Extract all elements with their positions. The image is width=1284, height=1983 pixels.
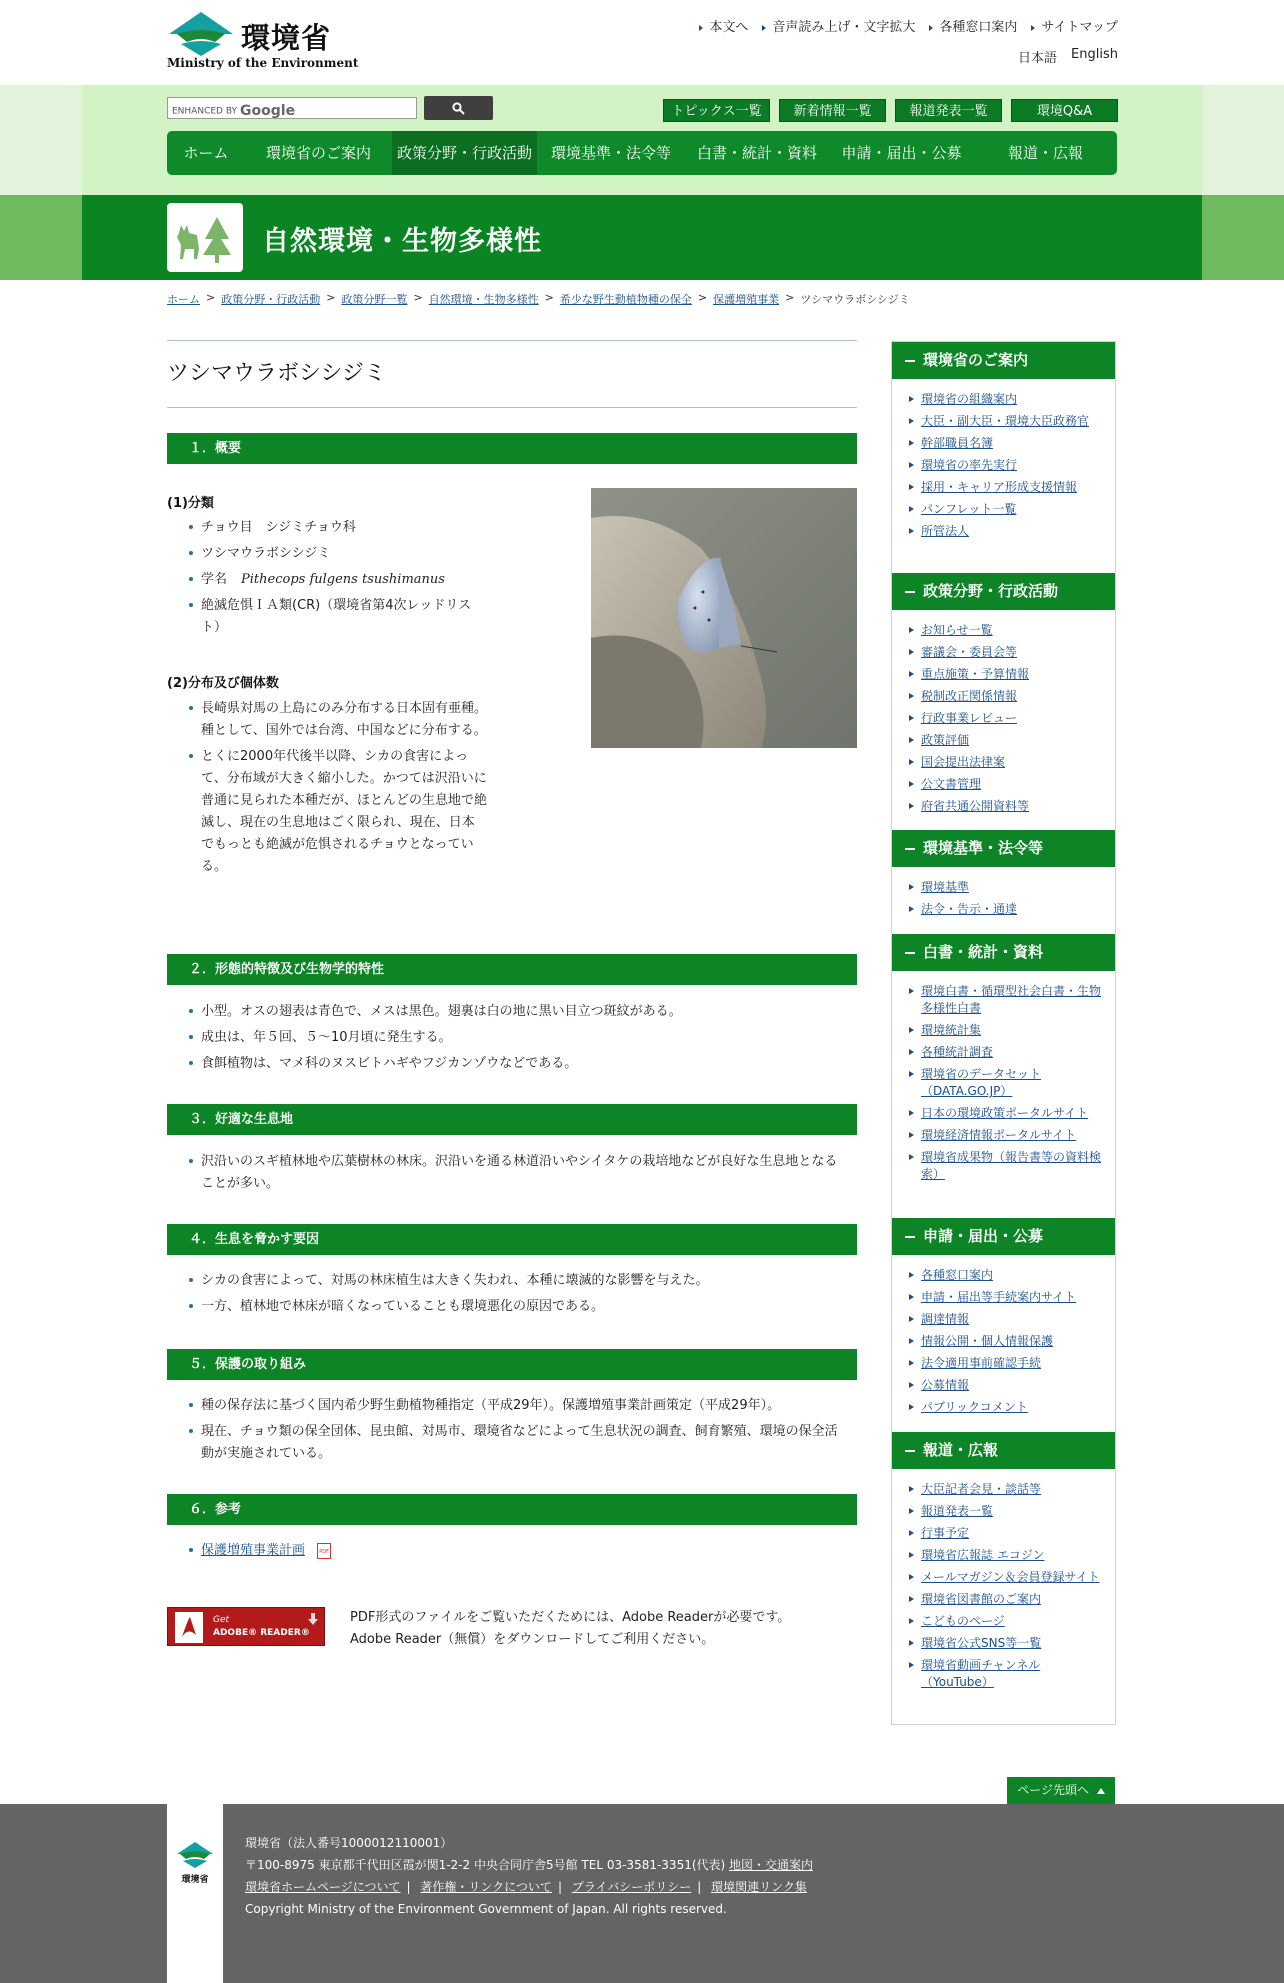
sidebar-heading-about: 環境省のご案内 bbox=[892, 342, 1115, 379]
breadcrumb-rare-species[interactable]: 希少な野生動植物種の保全 bbox=[559, 293, 692, 306]
subheading-distribution: (2)分布及び個体数 bbox=[167, 676, 279, 691]
utility-link-contacts[interactable]: 各種窓口案内 bbox=[929, 16, 1017, 35]
sidebar-item bbox=[905, 1333, 1105, 1350]
language-switch bbox=[1018, 47, 1118, 66]
sidebar-link[interactable]: 環境経済情報ポータルサイト bbox=[921, 1128, 1077, 1142]
ministry-logo-icon bbox=[167, 8, 235, 58]
subheading-classification: (1)分類 bbox=[167, 496, 214, 511]
dash-icon bbox=[905, 591, 915, 593]
dash-icon bbox=[905, 848, 915, 850]
breadcrumb-home[interactable]: ホーム bbox=[167, 293, 200, 306]
lang-japanese[interactable]: 日本語 bbox=[1018, 51, 1058, 66]
footer-copyright: Copyright Ministry of the Environment Government of Japan. All rights reserved. bbox=[245, 1902, 727, 1916]
sidebar-item bbox=[905, 710, 1105, 727]
sidebar-link[interactable]: 環境省図書館のご案内 bbox=[921, 1592, 1042, 1606]
sidebar-item bbox=[905, 435, 1105, 452]
list-item: 種の保存法に基づく国内希少野生動植物種指定（平成29年）。保護増殖事業計画策定（平成29年）。 bbox=[187, 1395, 847, 1417]
sidebar-item bbox=[905, 1149, 1105, 1183]
butterfly-photo bbox=[591, 488, 857, 748]
list-item: 小型。オスの翅表は青色で、メスは黒色。翅裏は白の地に黒い目立つ斑紋がある。 bbox=[187, 1001, 847, 1023]
sidebar-link[interactable]: 公文書管理 bbox=[921, 777, 982, 791]
sidebar-link[interactable]: 国会提出法律案 bbox=[921, 755, 1006, 769]
nav-policy[interactable]: 政策分野・行政活動 bbox=[392, 131, 537, 175]
sidebar-item bbox=[905, 1066, 1105, 1100]
global-nav bbox=[167, 131, 1117, 175]
section-heading-threats: ４．生息を脅かす要因 bbox=[167, 1224, 857, 1255]
sidebar-link[interactable]: 府省共通公開資料等 bbox=[921, 799, 1030, 813]
sidebar-link[interactable]: 法令・告示・通達 bbox=[921, 902, 1018, 916]
quick-links bbox=[663, 99, 1118, 122]
sidebar-item bbox=[905, 901, 1105, 918]
footer-map-link[interactable]: 地図・交通案内 bbox=[729, 1858, 814, 1872]
section-heading-habitat: ３．好適な生息地 bbox=[167, 1104, 857, 1135]
sidebar-link[interactable]: こどものページ bbox=[921, 1614, 1005, 1628]
sidebar-heading-applications: 申請・届出・公募 bbox=[892, 1218, 1115, 1255]
sidebar-item bbox=[905, 1377, 1105, 1394]
sidebar-item bbox=[905, 501, 1105, 518]
sidebar-item bbox=[905, 1591, 1105, 1608]
sidebar-item bbox=[905, 1613, 1105, 1630]
sidebar-link[interactable]: 環境省のデータセット（DATA.GO.JP） bbox=[921, 1067, 1042, 1098]
sidebar-item bbox=[905, 1127, 1105, 1144]
sidebar-list-standards bbox=[905, 879, 1105, 923]
nav-applications[interactable]: 申請・届出・公募 bbox=[841, 144, 962, 162]
sidebar-link[interactable]: 情報公開・個人情報保護 bbox=[921, 1334, 1054, 1348]
footer-address: 〒100-8975 東京都千代田区霞が関1-2-2 中央合同庁舎5号館 TEL 03-3581-3351(代表) 地図・交通案内 bbox=[245, 1858, 814, 1872]
section-heading-references: ６．参考 bbox=[167, 1494, 857, 1525]
sidebar-list-about bbox=[905, 391, 1105, 545]
sidebar-item bbox=[905, 1105, 1105, 1122]
quick-news-button[interactable]: 新着情報一覧 bbox=[779, 99, 886, 122]
list-item: シカの食害によって、対馬の林床植生は大きく失われ、本種に壊滅的な影響を与えた。 bbox=[187, 1270, 847, 1292]
sidebar-item bbox=[905, 1635, 1105, 1652]
sidebar-link[interactable]: 環境白書・循環型社会白書・生物多様性白書 bbox=[921, 984, 1102, 1015]
list-item: 現在、チョウ類の保全団体、昆虫館、対馬市、環境省などによって生息状況の調査、飼育繁殖、環境の保全活動が実施されている。 bbox=[187, 1421, 847, 1465]
search-icon bbox=[452, 102, 465, 115]
sidebar-item bbox=[905, 688, 1105, 705]
sidebar-link[interactable]: 環境基準 bbox=[921, 880, 970, 894]
adobe-logo-icon bbox=[172, 1609, 206, 1646]
sidebar-item bbox=[905, 1547, 1105, 1564]
sidebar-link[interactable]: 重点施策・予算情報 bbox=[921, 667, 1030, 681]
breadcrumb-nature[interactable]: 自然環境・生物多様性 bbox=[428, 293, 539, 306]
quick-topics-button[interactable]: トピックス一覧 bbox=[663, 99, 770, 122]
category-title: 自然環境・生物多様性 bbox=[262, 226, 542, 257]
list-item: 絶滅危惧ＩＡ類(CR)（環境省第4次レッドリスト） bbox=[187, 595, 487, 639]
sidebar-item bbox=[905, 776, 1105, 793]
quick-press-button[interactable]: 報道発表一覧 bbox=[895, 99, 1002, 122]
sidebar-item bbox=[905, 1399, 1105, 1416]
dash-icon bbox=[905, 1236, 915, 1238]
download-arrow-icon bbox=[308, 1613, 318, 1625]
sidebar-link[interactable]: 税制改正関係情報 bbox=[921, 689, 1018, 703]
classification-list bbox=[187, 517, 487, 643]
sidebar-link[interactable]: 行事予定 bbox=[921, 1526, 970, 1540]
sidebar-list-whitepaper bbox=[905, 983, 1105, 1188]
habitat-list bbox=[187, 1151, 847, 1199]
sidebar-item bbox=[905, 1525, 1105, 1542]
sidebar-item bbox=[905, 1503, 1105, 1520]
references-list bbox=[187, 1540, 847, 1566]
category-band-inner bbox=[82, 195, 1202, 280]
sidebar-item bbox=[905, 1569, 1105, 1586]
utility-link-accessibility[interactable]: 音声読み上げ・文字拡大 bbox=[762, 16, 915, 35]
list-item: とくに2000年代後半以降、シカの食害によって、分布域が大きく縮小した。かつては沢沿いに普通に見られた本種だが、ほとんどの生息地で絶滅し、現在の生息地はごく限られ、現在、日本でもっとも絶滅が危惧されるチョウとなっている。 bbox=[187, 746, 487, 878]
sidebar-link[interactable]: 環境省の率先実行 bbox=[921, 458, 1018, 472]
sidebar-link[interactable]: 環境省広報誌 エコジン bbox=[921, 1548, 1045, 1562]
footer-logo: 環境省 bbox=[167, 1804, 223, 1983]
dash-icon bbox=[905, 1450, 915, 1452]
arrow-right-icon bbox=[929, 25, 933, 31]
page-top-button[interactable]: ページ先頭へ bbox=[1007, 1777, 1115, 1804]
arrow-right-icon bbox=[1031, 25, 1035, 31]
sidebar-link[interactable]: 環境省動画チャンネル（YouTube） bbox=[921, 1658, 1041, 1689]
sidebar-link[interactable]: 環境省成果物（報告書等の資料検索） bbox=[921, 1150, 1102, 1181]
utility-link-skip[interactable]: 本文へ bbox=[699, 16, 748, 35]
footer-links: 環境省ホームページについて | 著作権・リンクについて | プライバシーポリシー | 環境関連リンク集 bbox=[245, 1880, 807, 1894]
list-item: 沢沿いのスギ植林地や広葉樹林の林床。沢沿いを通る林道沿いやシイタケの栽培地などが良好な生息地となることが多い。 bbox=[187, 1151, 847, 1195]
utility-link-sitemap[interactable]: サイトマップ bbox=[1031, 16, 1118, 35]
breadcrumb-current: ツシマウラボシシジミ bbox=[800, 293, 910, 306]
sidebar-item bbox=[905, 622, 1105, 639]
sidebar-item bbox=[905, 732, 1105, 749]
sidebar-item bbox=[905, 644, 1105, 661]
list-item: ツシマウラボシシジミ bbox=[187, 543, 487, 565]
dash-icon bbox=[905, 952, 915, 954]
section-heading-conservation: ５．保護の取り組み bbox=[167, 1349, 857, 1380]
sidebar-link[interactable]: 審議会・委員会等 bbox=[921, 645, 1018, 659]
page-title: ツシマウラボシシジミ bbox=[167, 340, 857, 408]
site-logo[interactable] bbox=[167, 8, 359, 74]
sidebar-link[interactable]: 各種統計調査 bbox=[921, 1045, 994, 1059]
sidebar-link[interactable]: 行政事業レビュー bbox=[921, 711, 1018, 725]
sidebar-link[interactable]: 所管法人 bbox=[921, 524, 970, 538]
sidebar-link[interactable]: メールマガジン＆会員登録サイト bbox=[921, 1570, 1100, 1584]
sidebar-item bbox=[905, 1044, 1105, 1061]
list-item: 食餌植物は、マメ科のヌスビトハギやフジカンゾウなどである。 bbox=[187, 1053, 847, 1075]
conservation-plan-link[interactable]: 保護増殖事業計画 bbox=[201, 1543, 306, 1558]
list-item: チョウ目 シジミチョウ科 bbox=[187, 517, 487, 539]
footer-text bbox=[245, 1832, 813, 1920]
breadcrumb-policy[interactable]: 政策分野・行政活動 bbox=[221, 293, 321, 306]
sidebar-link[interactable]: 採用・キャリア形成支援情報 bbox=[921, 480, 1078, 494]
conservation-list bbox=[187, 1395, 847, 1469]
nav-about[interactable]: 環境省のご案内 bbox=[265, 144, 371, 162]
list-item: 長崎県対馬の上島にのみ分布する日本固有亜種。種として、国外では台湾、中国などに分布する。 bbox=[187, 698, 487, 742]
sidebar-link[interactable]: パブリックコメント bbox=[921, 1400, 1028, 1414]
sidebar-item bbox=[905, 1267, 1105, 1284]
sidebar-item bbox=[905, 1289, 1105, 1306]
sidebar-link[interactable]: お知らせ一覧 bbox=[921, 623, 993, 637]
sidebar-item bbox=[905, 479, 1105, 496]
breadcrumb-policy-list[interactable]: 政策分野一覧 bbox=[341, 293, 408, 306]
nav-home[interactable]: ホーム bbox=[183, 144, 229, 162]
breadcrumb: ホーム > 政策分野・行政活動 > 政策分野一覧 > 自然環境・生物多様性 > 希少な野生動植物種の保全 > 保護増殖事業 > ツシマウラボシシジミ bbox=[167, 291, 910, 306]
search-button[interactable] bbox=[424, 96, 493, 120]
sidebar-link[interactable]: 政策評価 bbox=[921, 733, 970, 747]
sidebar-item bbox=[905, 798, 1105, 815]
sidebar-item bbox=[905, 1022, 1105, 1039]
nav-whitepaper[interactable]: 白書・統計・資料 bbox=[696, 144, 817, 162]
morphology-list bbox=[187, 1001, 847, 1079]
sidebar-item bbox=[905, 457, 1105, 474]
sidebar-link[interactable]: パンフレット一覧 bbox=[921, 502, 1017, 516]
sidebar-item bbox=[905, 1657, 1105, 1691]
sidebar-list-press bbox=[905, 1481, 1105, 1696]
sidebar-link[interactable]: 調達情報 bbox=[921, 1312, 970, 1326]
sidebar-item bbox=[905, 1311, 1105, 1328]
list-item: 一方、植林地で林床が暗くなっていることも環境悪化の原因である。 bbox=[187, 1296, 847, 1318]
sidebar-link[interactable]: 各種窓口案内 bbox=[921, 1268, 994, 1282]
arrow-right-icon bbox=[699, 25, 703, 31]
utility-links bbox=[699, 16, 1118, 35]
footer-org: 環境省（法人番号1000012110001） bbox=[245, 1836, 453, 1850]
sidebar-link[interactable]: 公募情報 bbox=[921, 1378, 970, 1392]
ministry-logo-icon bbox=[167, 1804, 223, 1983]
sidebar-heading-standards: 環境基準・法令等 bbox=[892, 830, 1115, 867]
sidebar-list-applications bbox=[905, 1267, 1105, 1421]
distribution-list bbox=[187, 698, 487, 882]
sidebar-link[interactable]: 報道発表一覧 bbox=[921, 1504, 994, 1518]
sidebar-link[interactable]: 環境省の組織案内 bbox=[921, 392, 1018, 406]
sidebar-heading-policy: 政策分野・行政活動 bbox=[892, 573, 1115, 610]
footer-link-privacy[interactable]: プライバシーポリシー bbox=[571, 1880, 692, 1894]
sidebar-item bbox=[905, 1355, 1105, 1372]
search-input[interactable]: ENHANCED BY Google bbox=[167, 97, 417, 119]
dash-icon bbox=[905, 360, 915, 362]
sidebar-link[interactable]: 申請・届出等手続案内サイト bbox=[921, 1290, 1077, 1304]
sidebar-link[interactable]: 法令適用事前確認手続 bbox=[921, 1356, 1042, 1370]
adobe-reader-note: PDF形式のファイルをご覧いただくためには、Adobe Readerが必要です。 Adobe Reader（無償）をダウンロードしてご利用ください。 bbox=[350, 1610, 791, 1647]
pdf-icon: PDF bbox=[317, 1543, 331, 1559]
footer-link-related[interactable]: 環境関連リンク集 bbox=[711, 1880, 807, 1894]
sidebar-item bbox=[905, 983, 1105, 1017]
scientific-name: Pithecops fulgens tsushimanus bbox=[241, 572, 445, 587]
section-heading-overview: １．概要 bbox=[167, 433, 857, 464]
footer-link-copyright[interactable]: 著作権・リンクについて bbox=[420, 1880, 552, 1894]
sidebar-item bbox=[905, 413, 1105, 430]
list-item: 学名 Pithecops fulgens tsushimanus bbox=[187, 569, 487, 591]
sidebar-link[interactable]: 幹部職員名簿 bbox=[921, 436, 994, 450]
logo-text-en: Ministry of the Environment bbox=[167, 56, 359, 70]
arrow-up-icon bbox=[1097, 1788, 1105, 1794]
arrow-right-icon bbox=[762, 25, 766, 31]
sidebar-link[interactable]: 大臣記者会見・談話等 bbox=[921, 1482, 1042, 1496]
nav-press[interactable]: 報道・広報 bbox=[1007, 144, 1083, 162]
sidebar-item bbox=[905, 666, 1105, 683]
sidebar-link[interactable]: 環境省公式SNS等一覧 bbox=[921, 1636, 1042, 1650]
list-item bbox=[187, 1540, 847, 1562]
breadcrumb-conservation[interactable]: 保護増殖事業 bbox=[713, 293, 780, 306]
sidebar-item bbox=[905, 391, 1105, 408]
section-heading-morphology: ２．形態的特徴及び生物学的特性 bbox=[167, 954, 857, 985]
get-adobe-reader-button[interactable]: Get ADOBE® READER® bbox=[167, 1607, 325, 1646]
sidebar-item bbox=[905, 879, 1105, 896]
list-item: 成虫は、年５回、５～10月頃に発生する。 bbox=[187, 1027, 847, 1049]
lang-english[interactable]: English bbox=[1071, 47, 1118, 62]
sidebar-link[interactable]: 大臣・副大臣・環境大臣政務官 bbox=[921, 414, 1090, 428]
sidebar-link[interactable]: 環境統計集 bbox=[921, 1023, 982, 1037]
threats-list bbox=[187, 1270, 847, 1322]
quick-qa-button[interactable]: 環境Q&A bbox=[1011, 99, 1118, 122]
sidebar-link[interactable]: 日本の環境政策ポータルサイト bbox=[921, 1106, 1089, 1120]
footer-link-about[interactable]: 環境省ホームページについて bbox=[245, 1880, 401, 1894]
nature-category-icon bbox=[167, 203, 243, 272]
sidebar-item bbox=[905, 523, 1105, 540]
sidebar-heading-whitepaper: 白書・統計・資料 bbox=[892, 934, 1115, 971]
nav-standards[interactable]: 環境基準・法令等 bbox=[550, 144, 671, 162]
logo-text-jp: 環境省 bbox=[241, 21, 332, 55]
sidebar-item bbox=[905, 1481, 1105, 1498]
sidebar-list-policy bbox=[905, 622, 1105, 820]
sidebar-heading-press: 報道・広報 bbox=[892, 1432, 1115, 1469]
sidebar-item bbox=[905, 754, 1105, 771]
